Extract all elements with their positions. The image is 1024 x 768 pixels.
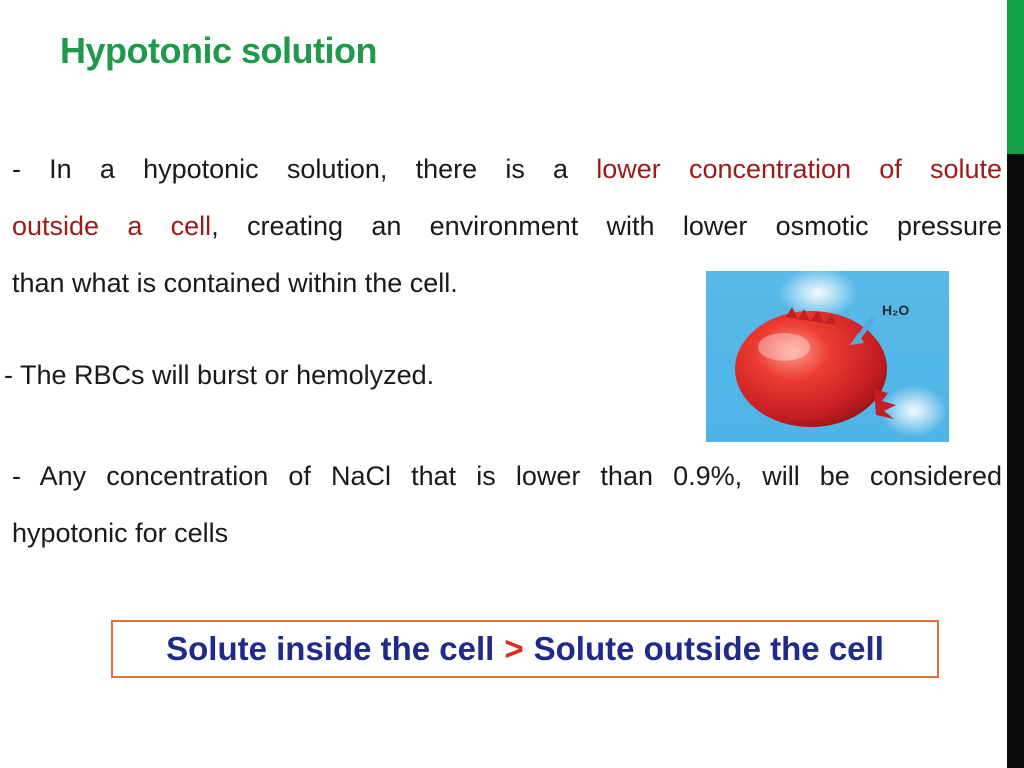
highlight-lower-concentration: lower concentration of solute [596, 154, 1002, 184]
highlight-outside-cell: outside a cell [12, 211, 212, 241]
slide-title: Hypotonic solution [60, 30, 377, 71]
accent-bar-black [1007, 154, 1024, 768]
paragraph-nacl-line2: hypotonic for cells [12, 518, 229, 548]
red-blood-cell-illustration [706, 271, 949, 442]
greater-than-operator: > [504, 630, 524, 667]
paragraph-nacl [12, 448, 1002, 562]
paragraph-rbc-burst: - The RBCs will burst or hemolyzed. [4, 360, 435, 390]
paragraph-definition-line1: - In a hypotonic solution, there is a lower concentration of solute [12, 154, 1002, 184]
paragraph-definition-line2: outside a cell, creating an environment with lower osmotic pressure [12, 211, 1002, 241]
summary-right: Solute outside the cell [533, 630, 884, 667]
paragraph-definition-line3: than what is contained within the cell. [12, 268, 458, 298]
summary-left: Solute inside the cell [166, 630, 495, 667]
burst-glow-right [880, 385, 948, 437]
cell-highlight [758, 333, 810, 361]
paragraph-nacl-line1: - Any concentration of NaCl that is lower than 0.9%, will be considered [12, 461, 1002, 491]
hemolysis-figure [706, 271, 949, 442]
accent-bar-green [1007, 0, 1024, 154]
summary-box [111, 620, 939, 678]
water-label: H₂O [882, 302, 910, 318]
